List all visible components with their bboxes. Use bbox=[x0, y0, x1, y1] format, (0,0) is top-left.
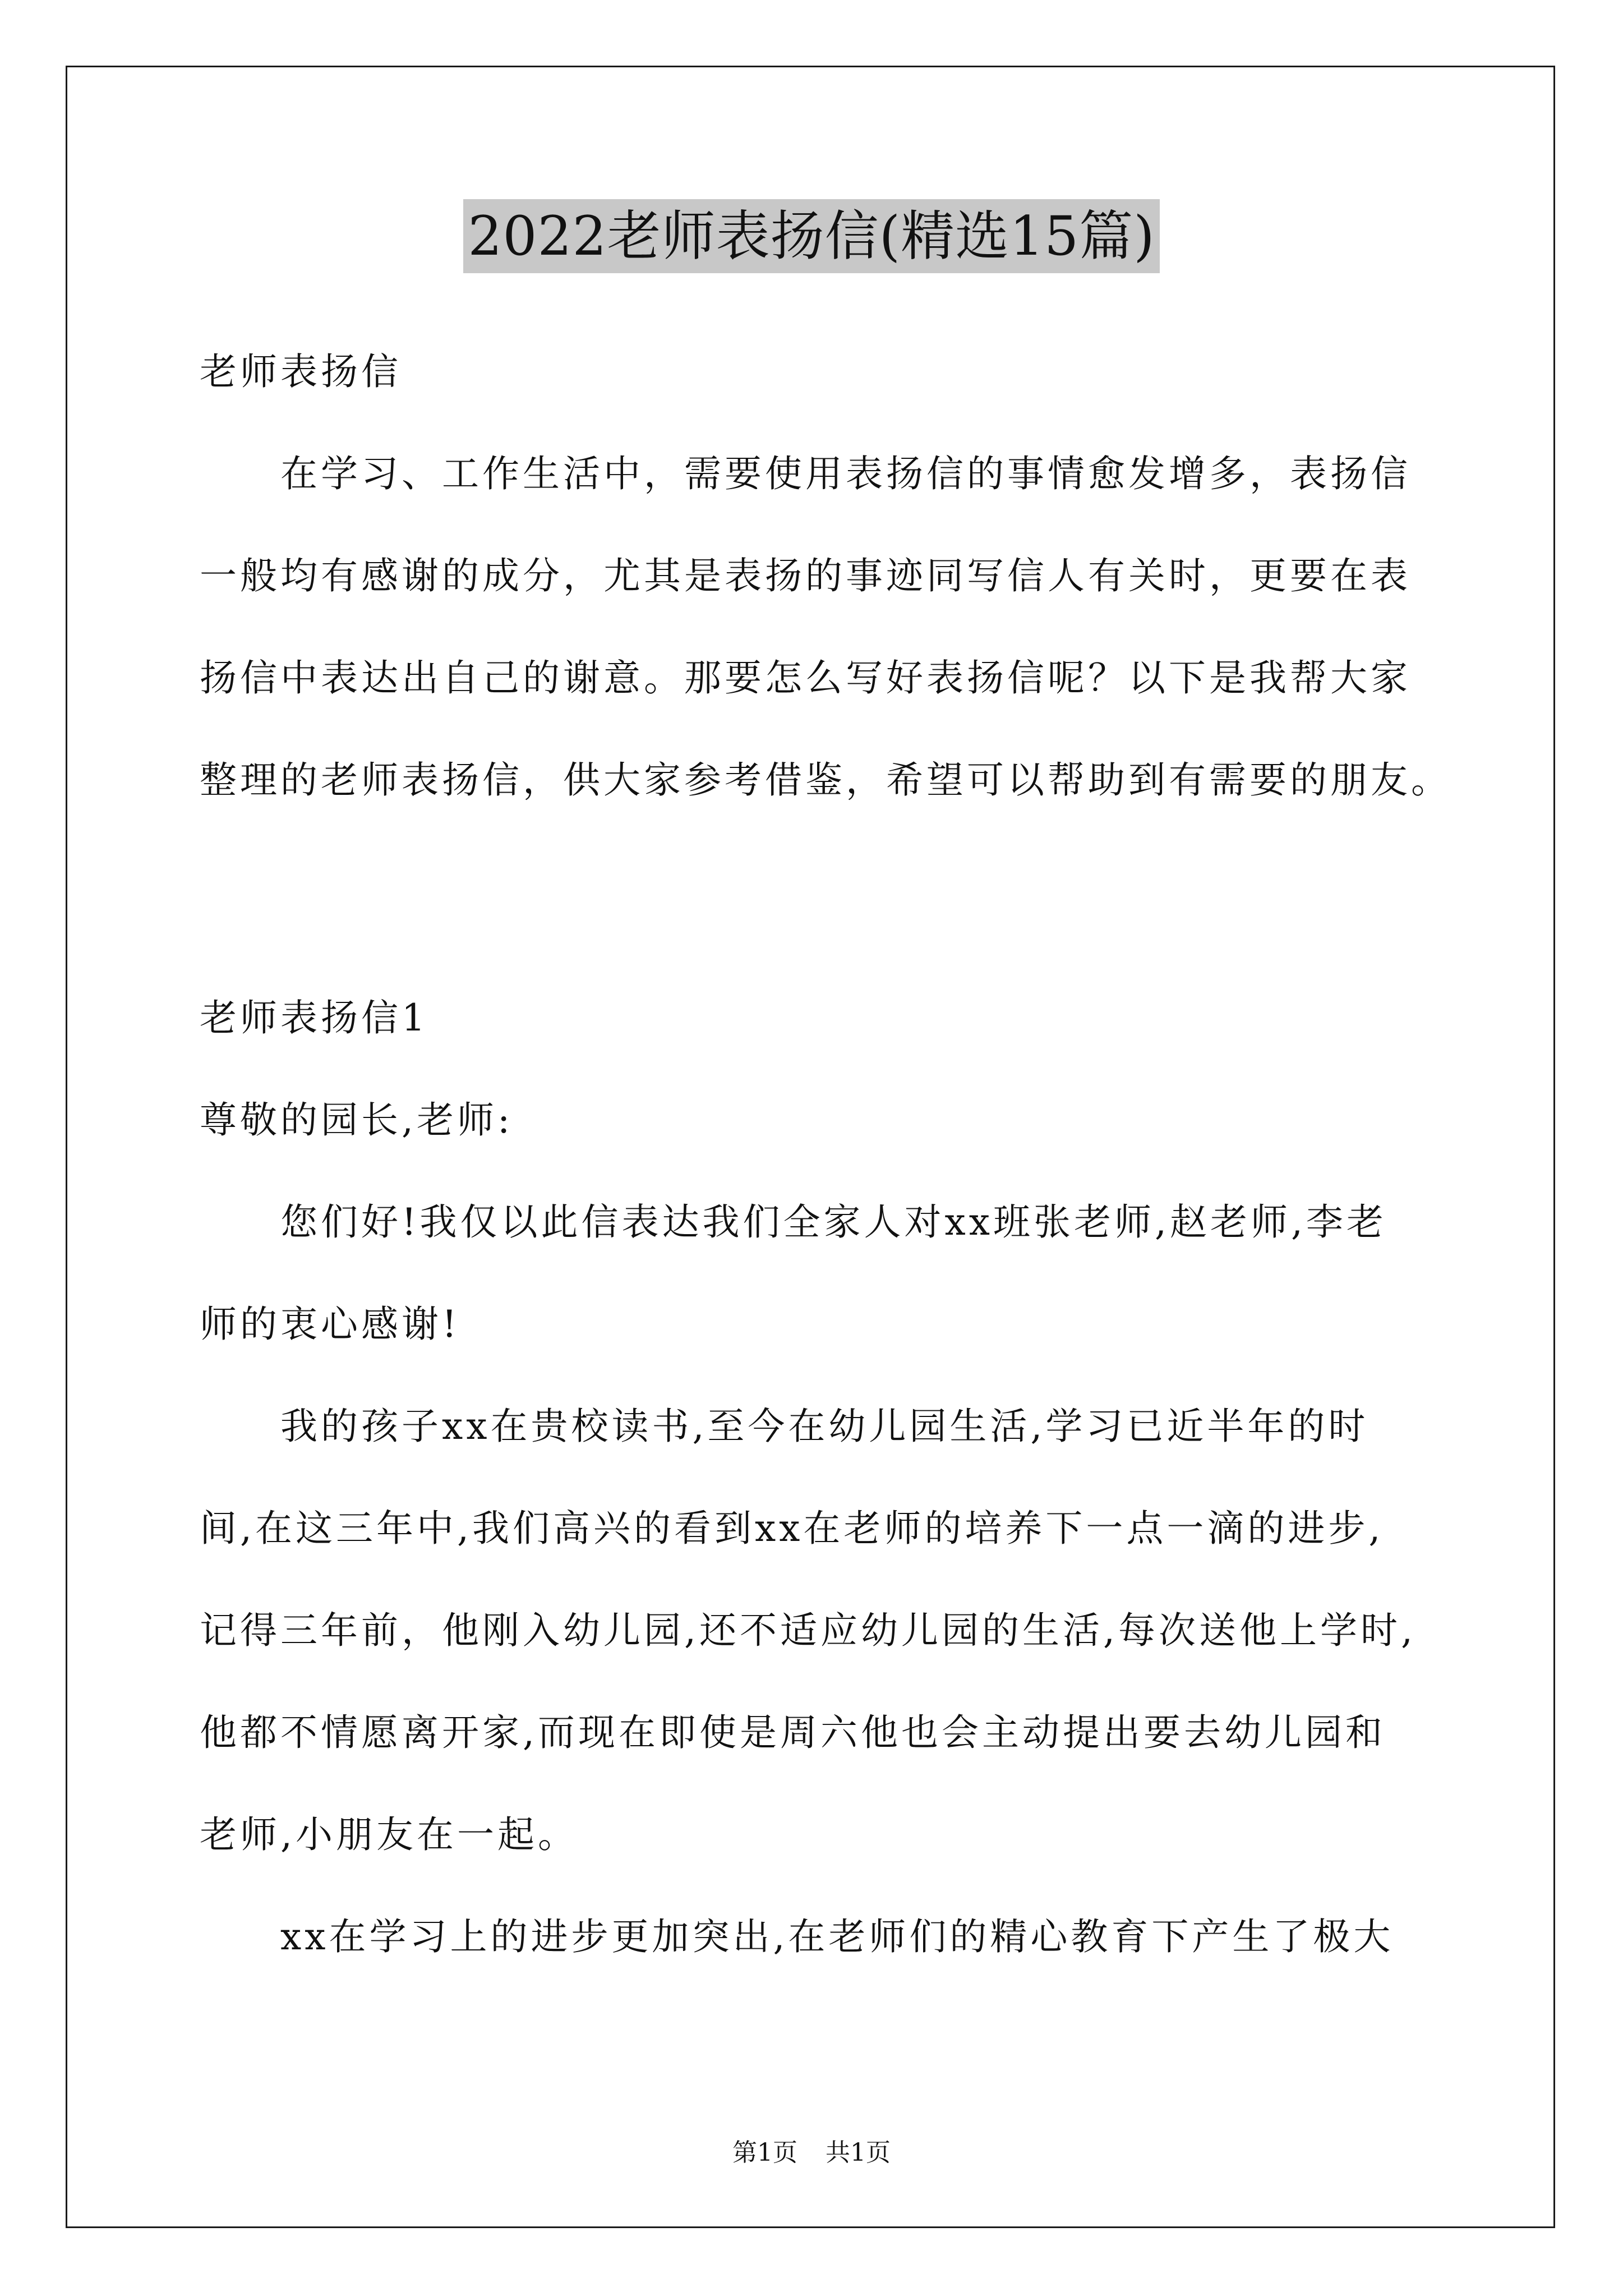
page-footer bbox=[0, 2136, 1623, 2170]
intro-line: 一般均有感谢的成分，尤其是表扬的事迹同写信人有关时，更要在表 bbox=[200, 554, 1411, 597]
section-heading: 老师表扬信 bbox=[200, 350, 402, 393]
salutation: 尊敬的园长,老师: bbox=[200, 1098, 514, 1142]
body-line: 记得三年前，他刚入幼儿园,还不适应幼儿园的生活,每次送他上学时, bbox=[200, 1609, 1416, 1652]
body-line: 师的衷心感谢! bbox=[200, 1303, 460, 1346]
body-line: 间,在这三年中,我们高兴的看到xx在老师的培养下一点一滴的进步, bbox=[200, 1507, 1384, 1550]
letter-heading: 老师表扬信1 bbox=[200, 996, 428, 1039]
body-line: 他都不情愿离开家,而现在即使是周六他也会主动提出要去幼儿园和 bbox=[200, 1711, 1386, 1754]
body-line: 老师,小朋友在一起。 bbox=[200, 1813, 578, 1856]
title-container bbox=[0, 199, 1623, 273]
page-total: 共1页 bbox=[826, 2138, 891, 2167]
intro-line: 整理的老师表扬信，供大家参考借鉴，希望可以帮助到有需要的朋友。 bbox=[200, 758, 1451, 802]
intro-line: 扬信中表达出自己的谢意。那要怎么写好表扬信呢？以下是我帮大家 bbox=[200, 656, 1411, 700]
intro-line: 在学习、工作生活中，需要使用表扬信的事情愈发增多，表扬信 bbox=[200, 452, 1411, 495]
page-number: 第1页 bbox=[732, 2138, 797, 2167]
body-line: 我的孩子xx在贵校读书,至今在幼儿园生活,学习已近半年的时 bbox=[200, 1405, 1369, 1448]
document-title: 2022老师表扬信(精选15篇) bbox=[463, 199, 1159, 273]
body-line: xx在学习上的进步更加突出,在老师们的精心教育下产生了极大 bbox=[200, 1915, 1394, 1958]
body-line: 您们好!我仅以此信表达我们全家人对xx班张老师,赵老师,李老 bbox=[200, 1200, 1387, 1244]
